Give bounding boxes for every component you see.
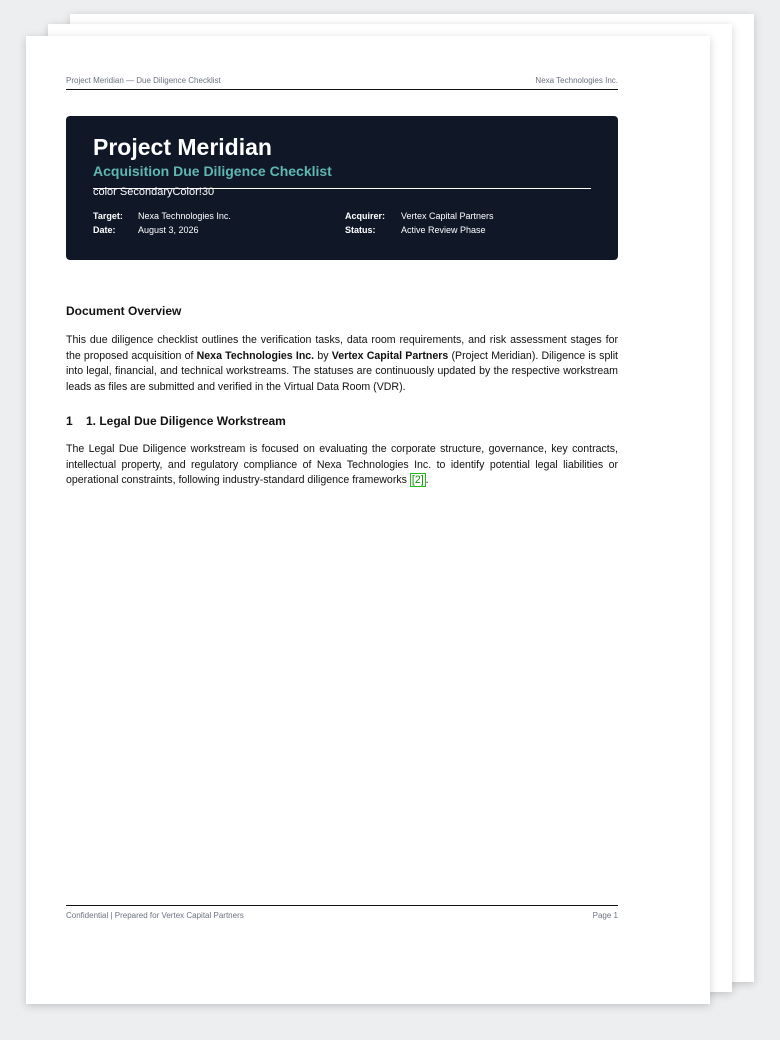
page-header (66, 76, 618, 90)
header-company-name: Nexa Technologies Inc. (535, 76, 618, 85)
meta-acquirer-label: Acquirer: (345, 211, 386, 221)
meta-acquirer-value: Vertex Capital Partners (401, 211, 494, 221)
overview-text-1: This due diligence checklist outlines the verification tasks, data room requirements, and risk assessment stages for the proposed acquisition of (66, 334, 618, 362)
header-document-title: Project Meridian — Due Diligence Checklist (66, 76, 221, 85)
meta-status-row (345, 223, 494, 237)
meta-status-label: Status: (345, 225, 376, 235)
footer-page-number: Page 1 (592, 911, 618, 920)
legal-text-end: . (425, 474, 429, 486)
document-title: Project Meridian (93, 134, 272, 160)
divider-color-label: color SecondaryColor!30 (93, 186, 215, 198)
overview-heading: Document Overview (66, 304, 182, 318)
overview-acquirer-name: Vertex Capital Partners (331, 349, 449, 362)
title-block (66, 116, 618, 260)
meta-target-row (93, 209, 231, 223)
citation-link[interactable]: [2] (411, 474, 424, 486)
meta-target-value: Nexa Technologies Inc. (138, 211, 231, 221)
overview-text-2: by (314, 349, 332, 362)
legal-section-title: 1. Legal Due Diligence Workstream (86, 414, 286, 428)
meta-date-value: August 3, 2026 (138, 225, 199, 235)
meta-left-column (93, 209, 231, 237)
meta-status-value: Active Review Phase (401, 225, 486, 235)
overview-text-3: (Project Meridian). Diligence is split into legal, financial, and technical workstreams. The statuses are continuously updated by the respective workstream leads as files are submitted and verified in the Virtual Data Room (VDR). (66, 349, 618, 393)
meta-date-label: Date: (93, 225, 116, 235)
document-subtitle: Acquisition Due Diligence Checklist (93, 163, 332, 179)
legal-text: The Legal Due Diligence workstream is focused on evaluating the corporate structure, governance, key contracts, intellectual property, and regulatory compliance of Nexa Technologies Inc. to identify potential legal liabilities or operational constraints, following industry-standard diligence frameworks (66, 443, 618, 486)
meta-right-column (345, 209, 494, 237)
overview-target-name: Nexa Technologies Inc. (196, 349, 315, 362)
footer-confidential-note: Confidential | Prepared for Vertex Capital Partners (66, 911, 244, 920)
overview-paragraph (66, 333, 618, 395)
legal-section-heading (66, 414, 286, 428)
meta-acquirer-row (345, 209, 494, 223)
legal-paragraph (66, 442, 618, 489)
meta-date-row (93, 223, 231, 237)
meta-target-label: Target: (93, 211, 123, 221)
page-footer (66, 905, 618, 920)
section-number: 1 (66, 414, 73, 428)
